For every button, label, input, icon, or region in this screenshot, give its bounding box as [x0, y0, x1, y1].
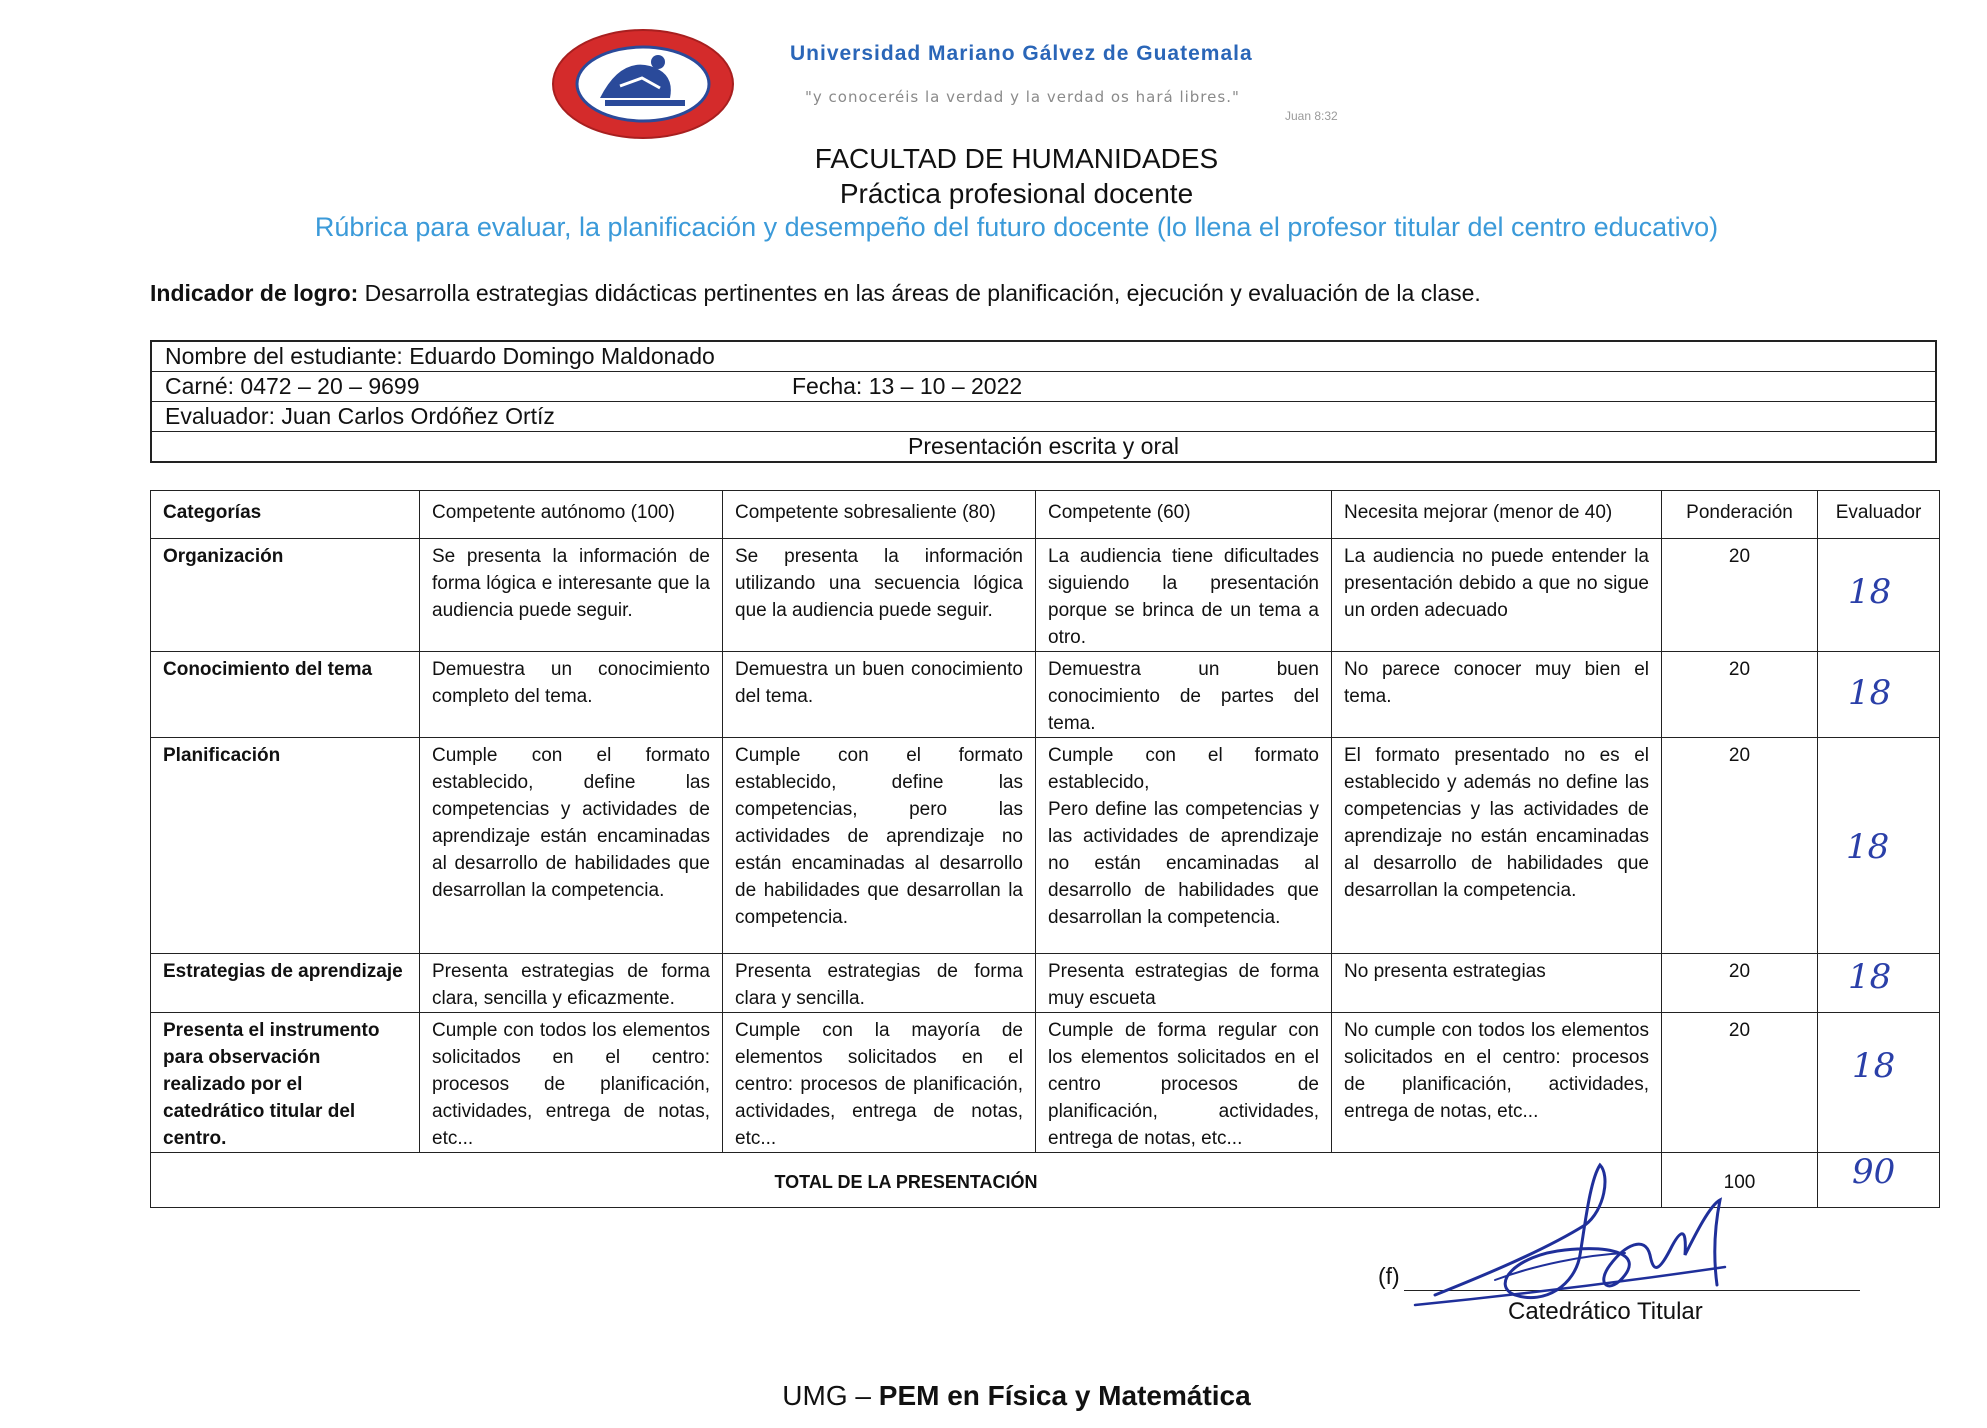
level-60-cell: Demuestra un buen conocimiento de partes del tema. — [1036, 652, 1332, 738]
table-row — [151, 1013, 1940, 1153]
evaluator-row — [152, 402, 1935, 432]
rubric-title: Rúbrica para evaluar, la planificación y desempeño del futuro docente (lo llena el profesor titular del centro educativo) — [314, 212, 1719, 242]
category-cell: Organización — [151, 539, 420, 652]
score-cell — [1818, 954, 1940, 1013]
total-score-cell — [1818, 1153, 1940, 1208]
footer-program — [0, 1380, 1987, 1412]
weight-cell: 20 — [1662, 652, 1818, 738]
table-row — [151, 539, 1940, 652]
weight-cell: 20 — [1662, 954, 1818, 1013]
category-cell: Conocimiento del tema — [151, 652, 420, 738]
achievement-indicator — [150, 280, 1481, 307]
header-necesita-mejorar: Necesita mejorar (menor de 40) — [1332, 491, 1662, 539]
handwritten-score: 18 — [1852, 1046, 1896, 1086]
category-cell: Planificación — [151, 738, 420, 954]
category-cell: Estrategias de aprendizaje — [151, 954, 420, 1013]
level-60-line-a: Cumple con el formato establecido, — [1048, 745, 1319, 793]
header-competente: Competente (60) — [1036, 491, 1332, 539]
indicator-text: Desarrolla estrategias didácticas pertinentes en las áreas de planificación, ejecución y evaluación de la clase. — [358, 280, 1481, 306]
level-100-cell: Cumple con el formato establecido, define las competencias y actividades de aprendizaje están encaminadas al desarrollo de habilidades que desarrollan la competencia. — [420, 738, 723, 954]
indicator-label: Indicador de logro: — [150, 280, 359, 306]
level-60-line-b: Pero define las competencias y las actividades de aprendizaje no están encaminadas al desarrollo de habilidades que desarrollan la competencia. — [1048, 799, 1319, 928]
weight-cell: 20 — [1662, 738, 1818, 954]
table-row — [151, 738, 1940, 954]
student-name-row — [152, 342, 1935, 372]
footer-program-name: PEM en Física y Matemática — [878, 1380, 1251, 1411]
student-carne: Carné: 0472 – 20 – 9699 — [165, 373, 420, 399]
level-100-cell: Se presenta la información de forma lógica e interesante que la audiencia puede seguir. — [420, 539, 723, 652]
student-name: Nombre del estudiante: Eduardo Domingo Maldonado — [165, 343, 715, 369]
level-100-cell: Presenta estrategias de forma clara, sencilla y eficazmente. — [420, 954, 723, 1013]
handwritten-score: 18 — [1846, 827, 1890, 867]
level-80-cell: Demuestra un buen conocimiento del tema. — [723, 652, 1036, 738]
practice-subtitle: Práctica profesional docente — [839, 178, 1194, 209]
level-80-cell: Presenta estrategias de forma clara y sencilla. — [723, 954, 1036, 1013]
motto-reference: Juan 8:32 — [1285, 109, 1338, 123]
header-ponderacion: Ponderación — [1662, 491, 1818, 539]
level-40-cell: No cumple con todos los elementos solicitados en el centro: procesos de planificación, actividades, entrega de notas, etc... — [1332, 1013, 1662, 1153]
score-cell — [1818, 652, 1940, 738]
level-40-cell: No presenta estrategias — [1332, 954, 1662, 1013]
level-60-cell: Presenta estrategias de forma muy escueta — [1036, 954, 1332, 1013]
level-40-cell: La audiencia no puede entender la presentación debido a que no sigue un orden adecuado — [1332, 539, 1662, 652]
score-cell — [1818, 1013, 1940, 1153]
header-competente-sobresaliente: Competente sobresaliente (80) — [723, 491, 1036, 539]
score-cell — [1818, 738, 1940, 954]
level-80-cell: Cumple con el formato establecido, define las competencias, pero las actividades de aprendizaje no están encaminadas al desarrollo de habilidades que desarrollan la competencia. — [723, 738, 1036, 954]
level-100-cell: Demuestra un conocimiento completo del tema. — [420, 652, 723, 738]
table-row — [151, 652, 1940, 738]
student-info-table — [150, 340, 1937, 463]
faculty-title: FACULTAD DE HUMANIDADES — [814, 143, 1219, 174]
level-60-cell — [1036, 738, 1332, 954]
evaluator-name: Evaluador: Juan Carlos Ordóñez Ortíz — [165, 403, 555, 429]
header-evaluador: Evaluador — [1818, 491, 1940, 539]
rubric-header-row — [151, 491, 1940, 539]
category-cell: Presenta el instrumento para observación realizado por el catedrático titular del centro. — [151, 1013, 420, 1153]
signature-role: Catedrático Titular — [1508, 1298, 1703, 1325]
level-60-cell: La audiencia tiene dificultades siguiendo la presentación porque se brinca de un tema a otro. — [1036, 539, 1332, 652]
level-40-cell: No parece conocer muy bien el tema. — [1332, 652, 1662, 738]
presentation-row — [152, 432, 1935, 461]
weight-cell: 20 — [1662, 539, 1818, 652]
score-cell — [1818, 539, 1940, 652]
university-name: Universidad Mariano Gálvez de Guatemala — [790, 42, 1253, 65]
header-competente-autonomo: Competente autónomo (100) — [420, 491, 723, 539]
level-40-cell: El formato presentado no es el establecido y además no define las competencias y las actividades de aprendizaje no están encaminadas al desarrollo de habilidades que desarrollan la competencia. — [1332, 738, 1662, 954]
handwritten-score: 18 — [1848, 957, 1892, 997]
table-row — [151, 954, 1940, 1013]
footer-prefix: UMG – — [782, 1380, 879, 1411]
header-categorias: Categorías — [151, 491, 420, 539]
total-weight: 100 — [1662, 1153, 1818, 1208]
weight-cell: 20 — [1662, 1013, 1818, 1153]
evaluation-date: Fecha: 13 – 10 – 2022 — [792, 373, 1023, 399]
rubric-table — [150, 490, 1940, 1208]
handwritten-score: 18 — [1848, 572, 1892, 612]
level-80-cell: Se presenta la información utilizando una secuencia lógica que la audiencia puede seguir. — [723, 539, 1036, 652]
signature-f-label: (f) — [1378, 1263, 1400, 1289]
level-100-cell: Cumple con todos los elementos solicitados en el centro: procesos de planificación, actividades, entrega de notas, etc... — [420, 1013, 723, 1153]
university-motto: "y conoceréis la verdad y la verdad os hará libres." — [805, 88, 1240, 106]
level-80-cell: Cumple con la mayoría de elementos solicitados en el centro: procesos de planificación, actividades, entrega de notas, etc... — [723, 1013, 1036, 1153]
university-seal-logo — [550, 28, 736, 140]
presentation-type: Presentación escrita y oral — [907, 433, 1179, 459]
carne-date-row — [152, 372, 1935, 402]
level-60-cell: Cumple de forma regular con los elementos solicitados en el centro procesos de planificación, actividades, entrega de notas, etc... — [1036, 1013, 1332, 1153]
handwritten-total-score: 90 — [1852, 1152, 1896, 1192]
handwritten-score: 18 — [1848, 673, 1892, 713]
total-label: TOTAL DE LA PRESENTACIÓN — [151, 1153, 1662, 1208]
